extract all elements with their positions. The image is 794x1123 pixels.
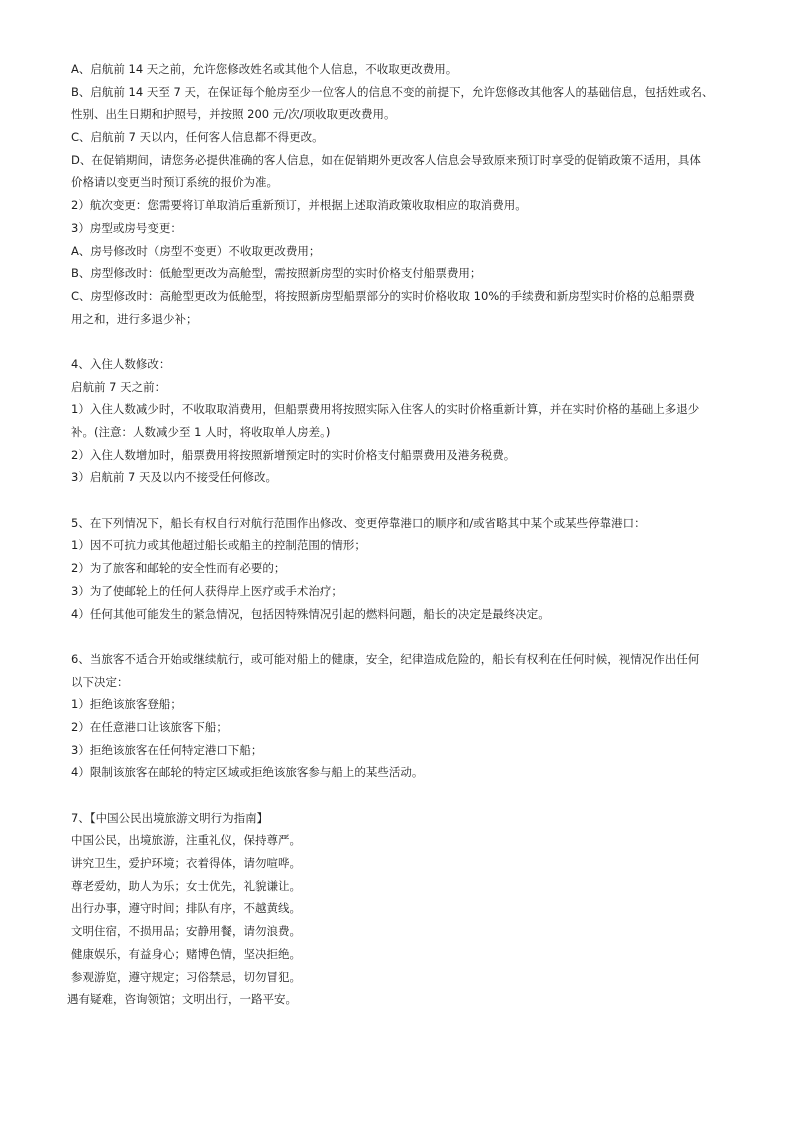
paragraph-spacer	[71, 489, 731, 512]
guide-line: 尊老爱幼，助人为乐；女士优先，礼貌谦让。	[71, 878, 301, 893]
paragraph-line: 3）房型或房号变更：	[71, 220, 182, 235]
guide-line: 出行办事，遵守时间；排队有序，不越黄线。	[71, 901, 301, 916]
paragraph-spacer	[71, 625, 731, 648]
paragraph-line: C、房型修改时：高舱型更改为低舱型，将按照新房型船票部分的实时价格收取 10%的手续费和新房型实时价格的总船票费	[71, 288, 695, 303]
paragraph-line: 2）为了旅客和邮轮的安全性而有必要的；	[71, 561, 286, 576]
paragraph-line: A、房号修改时（房型不变更）不收取更改费用；	[71, 243, 321, 258]
paragraph-line: C、启航前 7 天以内，任何客人信息都不得更改。	[71, 130, 324, 145]
section-heading: 5、在下列情况下，船长有权自行对航行范围作出修改、变更停靠港口的顺序和/或省略其中某个或某些停靠港口：	[71, 515, 646, 530]
paragraph-line: 3）启航前 7 天及以内不接受任何修改。	[71, 470, 277, 485]
paragraph-line: 2）航次变更：您需要将订单取消后重新预订，并根据上述取消政策收取相应的取消费用。	[71, 198, 527, 213]
paragraph-line: 4）限制该旅客在邮轮的特定区域或拒绝该旅客参与船上的某些活动。	[71, 765, 424, 780]
paragraph-line: 3）拒绝该旅客在任何特定港口下船；	[71, 742, 263, 757]
paragraph-line: 2）在任意港口让该旅客下船；	[71, 719, 228, 734]
section-heading: 4、入住人数修改：	[71, 356, 171, 371]
section-occupancy-change	[71, 353, 731, 489]
paragraph-line: 补。(注意：人数减少至 1 人时，将收取单人房差。)	[71, 425, 331, 439]
section-heading: 6、当旅客不适合开始或继续航行，或可能对船上的健康，安全，纪律造成危险的，船长有权利在任何时候，视情况作出任何	[71, 651, 700, 666]
paragraph-line: B、启航前 14 天至 7 天，在保证每个舱房至少一位客人的信息不变的前提下，允许您修改其他客人的基础信息，包括姓或名、	[71, 84, 714, 99]
paragraph-spacer	[71, 330, 731, 353]
section-heading: 7、【中国公民出境旅游文明行为指南】	[71, 810, 269, 825]
paragraph-line: D、在促销期间，请您务必提供准确的客人信息，如在促销期外更改客人信息会导致原来预订时享受的促销政策不适用，具体	[71, 152, 701, 167]
guide-line: 文明住宿，不损用品；安静用餐，请勿浪费。	[71, 924, 301, 939]
paragraph-line: 4）任何其他可能发生的紧急情况，包括因特殊情况引起的燃料问题，船长的决定是最终决定。	[71, 606, 550, 621]
guide-line: 参观游览，遵守规定；习俗禁忌，切勿冒犯。	[71, 969, 301, 984]
paragraph-line: B、房型修改时：低舱型更改为高舱型，需按照新房型的实时价格支付船票费用；	[71, 266, 482, 281]
guide-line: 中国公民，出境旅游，注重礼仪，保持尊严。	[71, 833, 301, 848]
paragraph-line: 1）因不可抗力或其他超过船长或船主的控制范围的情形；	[71, 538, 366, 553]
guide-line: 讲究卫生，爱护环境；衣着得体，请勿喧哗。	[71, 856, 301, 871]
guide-line: 遇有疑难，咨询领馆；文明出行，一路平安。	[67, 992, 297, 1007]
section-passenger-refusal	[71, 648, 731, 784]
document-body	[67, 58, 731, 1011]
paragraph-line: 以下决定：	[71, 674, 129, 689]
section-captain-route-rights	[71, 512, 731, 625]
paragraph-line: 用之和，进行多退少补；	[71, 311, 198, 326]
paragraph-line: 1）入住人数减少时，不收取取消费用，但船票费用将按照实际入住客人的实时价格重新计算，并在实时价格的基础上多退少	[71, 402, 700, 417]
paragraph-line: 1）拒绝该旅客登船；	[71, 697, 182, 712]
paragraph-line: 2）入住人数增加时，船票费用将按照新增预定时的实时价格支付船票费用及港务税费。	[71, 447, 516, 462]
section-civilized-travel-guide	[67, 807, 731, 1011]
section-change-info	[71, 58, 731, 330]
paragraph-line: 性别、出生日期和护照号，并按照 200 元/次/项收取更改费用。	[71, 107, 396, 122]
paragraph-spacer	[71, 784, 731, 807]
paragraph-line: 启航前 7 天之前：	[71, 379, 167, 394]
guide-line: 健康娱乐，有益身心；赌博色情，坚决拒绝。	[71, 946, 301, 961]
paragraph-line: 3）为了使邮轮上的任何人获得岸上医疗或手术治疗；	[71, 583, 343, 598]
paragraph-line: A、启航前 14 天之前，允许您修改姓名或其他个人信息，不收取更改费用。	[71, 62, 458, 76]
paragraph-line: 价格请以变更当时预订系统的报价为准。	[71, 175, 278, 190]
